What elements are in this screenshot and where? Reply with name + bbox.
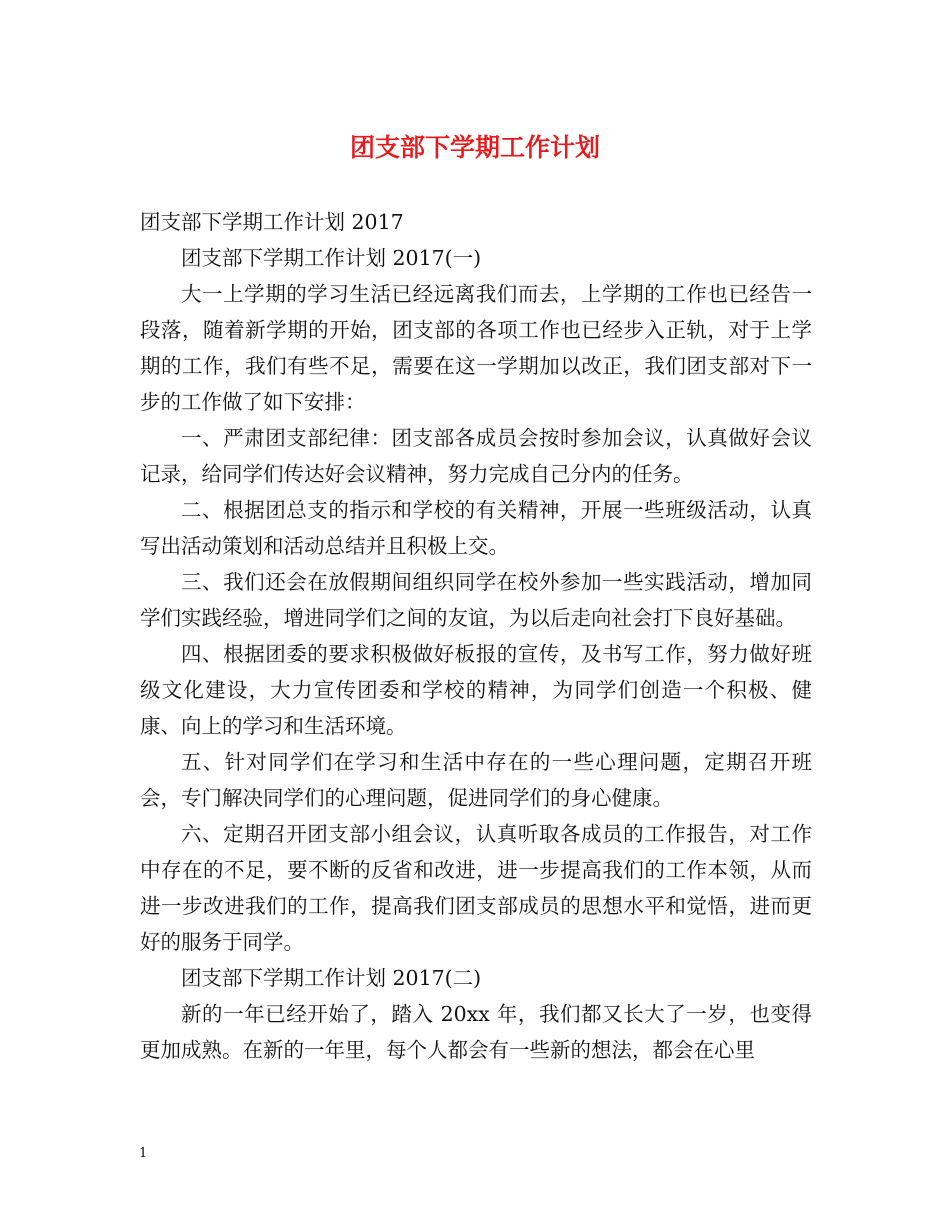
page-number: 1 (139, 1146, 148, 1161)
plan-item-5: 五、针对同学们在学习和生活中存在的一些心理问题，定期召开班会，专门解决同学们的心理问题，促进同学们的身心健康。 (140, 750, 812, 810)
section-two-paragraph: 新的一年已经开始了，踏入 20xx 年，我们都又长大了一岁，也变得更加成熟。在新的一年里，每个人都会有一些新的想法，都会在心里 (140, 1002, 812, 1062)
plan-item-2: 二、根据团总支的指示和学校的有关精神，开展一些班级活动，认真写出活动策划和活动总结并且积极上交。 (140, 498, 812, 558)
plan-item-3: 三、我们还会在放假期间组织同学在校外参加一些实践活动，增加同学们实践经验，增进同学们之间的友谊，为以后走向社会打下良好基础。 (140, 570, 812, 630)
document-body (140, 204, 812, 1068)
plan-item-1: 一、严肃团支部纪律：团支部各成员会按时参加会议，认真做好会议记录，给同学们传达好会议精神，努力完成自己分内的任务。 (140, 426, 812, 486)
plan-item-6: 六、定期召开团支部小组会议，认真听取各成员的工作报告，对工作中存在的不足，要不断的反省和改进，进一步提高我们的工作本领，从而进一步改进我们的工作，提高我们团支部成员的思想水平和觉悟，进而更好的服务于同学。 (140, 822, 812, 954)
heading-paragraph: 团支部下学期工作计划 2017 (140, 210, 404, 234)
intro-paragraph: 大一上学期的学习生活已经远离我们而去，上学期的工作也已经告一段落，随着新学期的开始，团支部的各项工作也已经步入正轨，对于上学期的工作，我们有些不足，需要在这一学期加以改正，我们团支部对下一步的工作做了如下安排： (140, 282, 812, 414)
section-heading-one: 团支部下学期工作计划 2017(一) (181, 246, 482, 270)
plan-item-4: 四、根据团委的要求积极做好板报的宣传，及书写工作，努力做好班级文化建设，大力宣传团委和学校的精神，为同学们创造一个积极、健康、向上的学习和生活环境。 (140, 642, 812, 738)
document-title: 团支部下学期工作计划 (349, 133, 600, 162)
section-heading-two: 团支部下学期工作计划 2017(二) (181, 966, 482, 990)
